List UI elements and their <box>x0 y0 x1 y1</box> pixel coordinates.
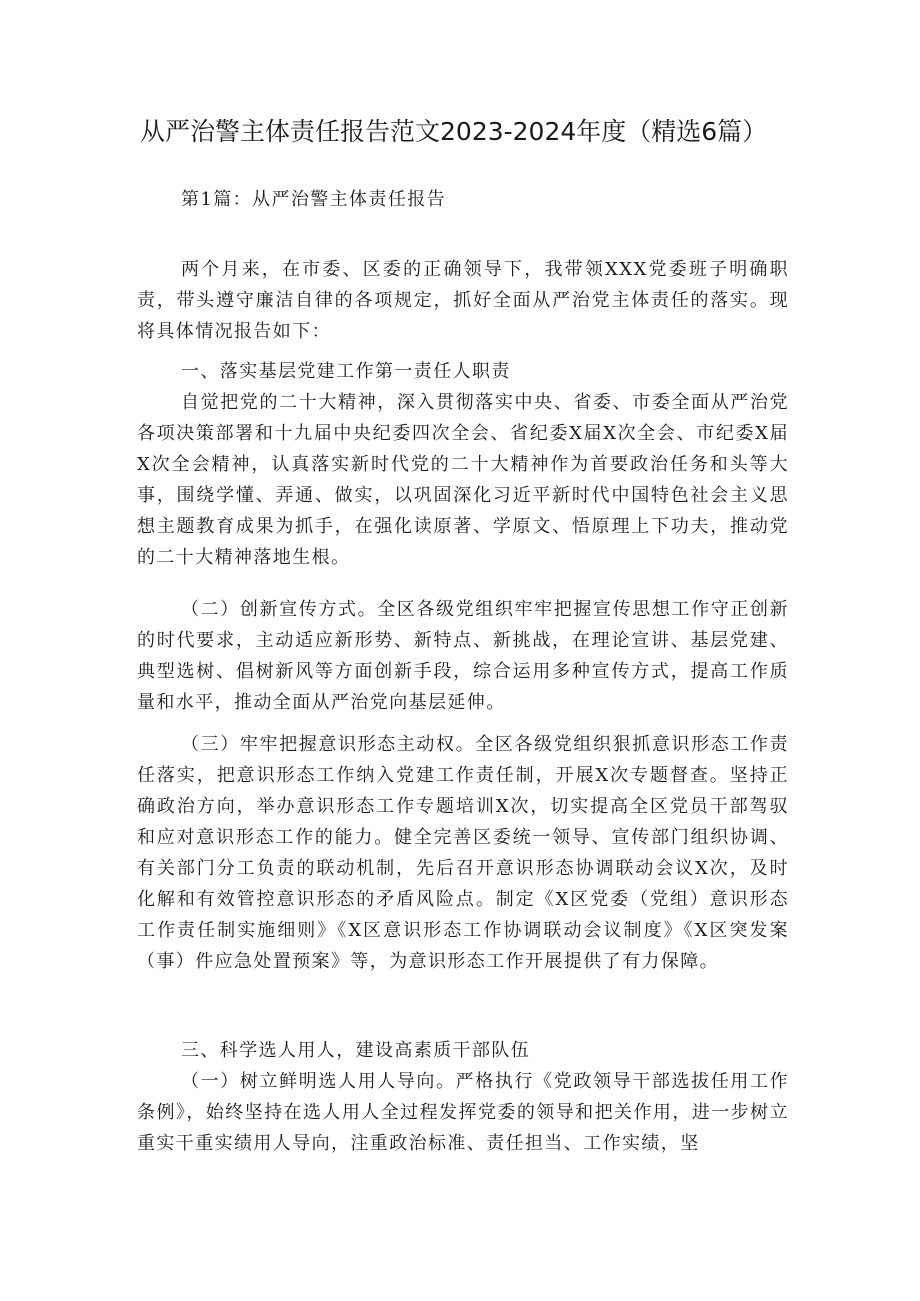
paragraph-intro: 两个月来，在市委、区委的正确领导下，我带领XXX党委班子明确职责，带头遵守廉洁自律的各项规定，抓好全面从严治党主体责任的落实。现将具体情况报告如下： <box>137 259 789 342</box>
paragraph-selection: （一）树立鲜明选人用人导向。严格执行《党政领导干部选拔任用工作条例》，始终坚持在选人用人全过程发挥党委的领导和把关作用，进一步树立重实干重实绩用人导向，注重政治标准、责任担当、工作实绩，坚 <box>137 1071 789 1154</box>
article-heading: 第1篇：从严治警主体责任报告 <box>181 189 447 210</box>
section-heading-3: 三、科学选人用人，建设高素质干部队伍 <box>181 1040 531 1061</box>
section-heading-1: 一、落实基层党建工作第一责任人职责 <box>181 361 511 382</box>
paragraph-ideology: （三）牢牢把握意识形态主动权。全区各级党组织狠抓意识形态工作责任落实，把意识形态工作纳入党建工作责任制，开展X次专题督查。坚持正确政治方向，举办意识形态工作专题培训X次，切实提高全区党员干部驾驭和应对意识形态工作的能力。健全完善区委统一领导、宣传部门组织协调、有关部门分工负责的联动机制，先后召开意识形态协调联动会议X次，及时化解和有效管控意识形态的矛盾风险点。制定《X区党委（党组）意识形态工作责任制实施细则》《X区意识形态工作协调联动会议制度》《X区突发案（事）件应急处置预案》等，为意识形态工作开展提供了有力保障。 <box>137 734 789 972</box>
paragraph-publicity: （二）创新宣传方式。全区各级党组织牢牢把握宣传思想工作守正创新的时代要求，主动适应新形势、新特点、新挑战，在理论宣讲、基层党建、典型选树、倡树新风等方面创新手段，综合运用多种宣传方式，提高工作质量和水平，推动全面从严治党向基层延伸。 <box>137 599 789 713</box>
document-title: 从严治警主体责任报告范文2023-2024年度（精选6篇） <box>140 117 768 146</box>
paragraph-study: 自觉把党的二十大精神，深入贯彻落实中央、省委、市委全面从严治党各项决策部署和十九届中央纪委四次全会、省纪委X届X次全会、市纪委X届X次全会精神，认真落实新时代党的二十大精神作为首要政治任务和头等大事，围绕学懂、弄通、做实，以巩固深化习近平新时代中国特色社会主义思想主题教育成果为抓手，在强化读原著、学原文、悟原理上下功夫，推动党的二十大精神落地生根。 <box>137 392 789 568</box>
